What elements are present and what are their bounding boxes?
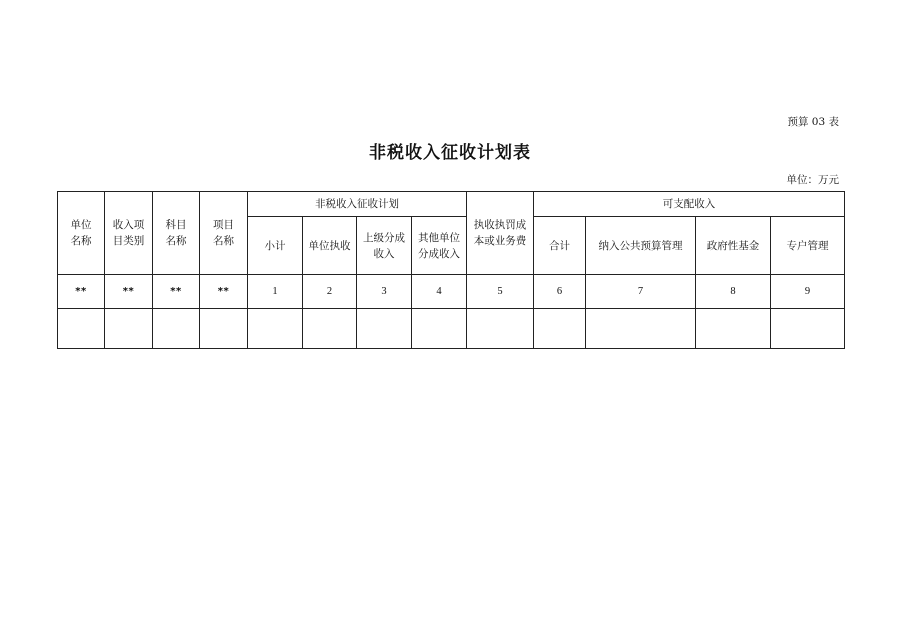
- col-header-line: 名称: [70, 235, 92, 247]
- table-cell[interactable]: [105, 309, 153, 349]
- col-header-line: 上级分成: [363, 231, 405, 244]
- col-header-plan-subtotal: 小计: [248, 217, 303, 275]
- col-header-line: 执收执罚成: [473, 219, 527, 231]
- table-cell: 9: [771, 275, 845, 309]
- col-header-enforcement-cost: [467, 192, 534, 275]
- table-cell[interactable]: [248, 309, 303, 349]
- table-cell[interactable]: [200, 309, 248, 349]
- table-cell[interactable]: [534, 309, 586, 349]
- table-cell: 1: [248, 275, 303, 309]
- table-cell[interactable]: [412, 309, 467, 349]
- table-cell: **: [200, 275, 248, 309]
- table-cell: 7: [586, 275, 696, 309]
- table-cell: 2: [303, 275, 357, 309]
- col-header-line: 项目: [213, 219, 234, 231]
- col-header-subject-name: [153, 192, 200, 275]
- col-header-line: 名称: [213, 235, 234, 247]
- col-header-special-account: 专户管理: [771, 217, 845, 275]
- table-cell: 5: [467, 275, 534, 309]
- col-header-income-category: [105, 192, 153, 275]
- col-header-line: 其他单位: [418, 231, 460, 244]
- col-header-unit-name: [58, 192, 105, 275]
- col-header-line: 目类别: [112, 235, 145, 247]
- table-cell[interactable]: [153, 309, 200, 349]
- table-cell[interactable]: [357, 309, 412, 349]
- col-header-disposable-total: 合计: [534, 217, 586, 275]
- table-cell: 6: [534, 275, 586, 309]
- group-header-disposable-income: 可支配收入: [534, 192, 845, 217]
- index-row: [58, 275, 845, 309]
- col-header-line: 收入项: [112, 219, 145, 231]
- col-header-unit-collect: 单位执收: [303, 217, 357, 275]
- table-cell: **: [58, 275, 105, 309]
- revenue-plan-table: [57, 191, 845, 349]
- table-cell: 3: [357, 275, 412, 309]
- col-header-line: 名称: [165, 235, 187, 247]
- col-header-line: 收入: [373, 247, 395, 260]
- table-cell: **: [153, 275, 200, 309]
- table-cell: **: [105, 275, 153, 309]
- col-header-gov-fund: 政府性基金: [696, 217, 771, 275]
- table-cell: 4: [412, 275, 467, 309]
- col-header-line: 单位: [70, 219, 92, 231]
- table-cell[interactable]: [303, 309, 357, 349]
- col-header-public-budget: 纳入公共预算管理: [586, 217, 696, 275]
- col-header-upper-share: [357, 217, 412, 275]
- form-number: 预算 03 表: [787, 116, 839, 128]
- header-row-1: [58, 192, 845, 217]
- table-cell[interactable]: [467, 309, 534, 349]
- group-header-collection-plan: 非税收入征收计划: [248, 192, 467, 217]
- table-cell[interactable]: [696, 309, 771, 349]
- col-header-project-name: [200, 192, 248, 275]
- table-cell: 8: [696, 275, 771, 309]
- col-header-line: 科目: [165, 219, 187, 231]
- unit-label: 单位：万元: [786, 174, 839, 186]
- col-header-line: 分成收入: [418, 247, 460, 260]
- empty-data-row: [58, 309, 845, 349]
- col-header-line: 本或业务费: [473, 235, 527, 247]
- page-title: 非税收入征收计划表: [369, 143, 531, 163]
- table-cell[interactable]: [586, 309, 696, 349]
- table-cell[interactable]: [58, 309, 105, 349]
- table-cell[interactable]: [771, 309, 845, 349]
- col-header-other-share: [412, 217, 467, 275]
